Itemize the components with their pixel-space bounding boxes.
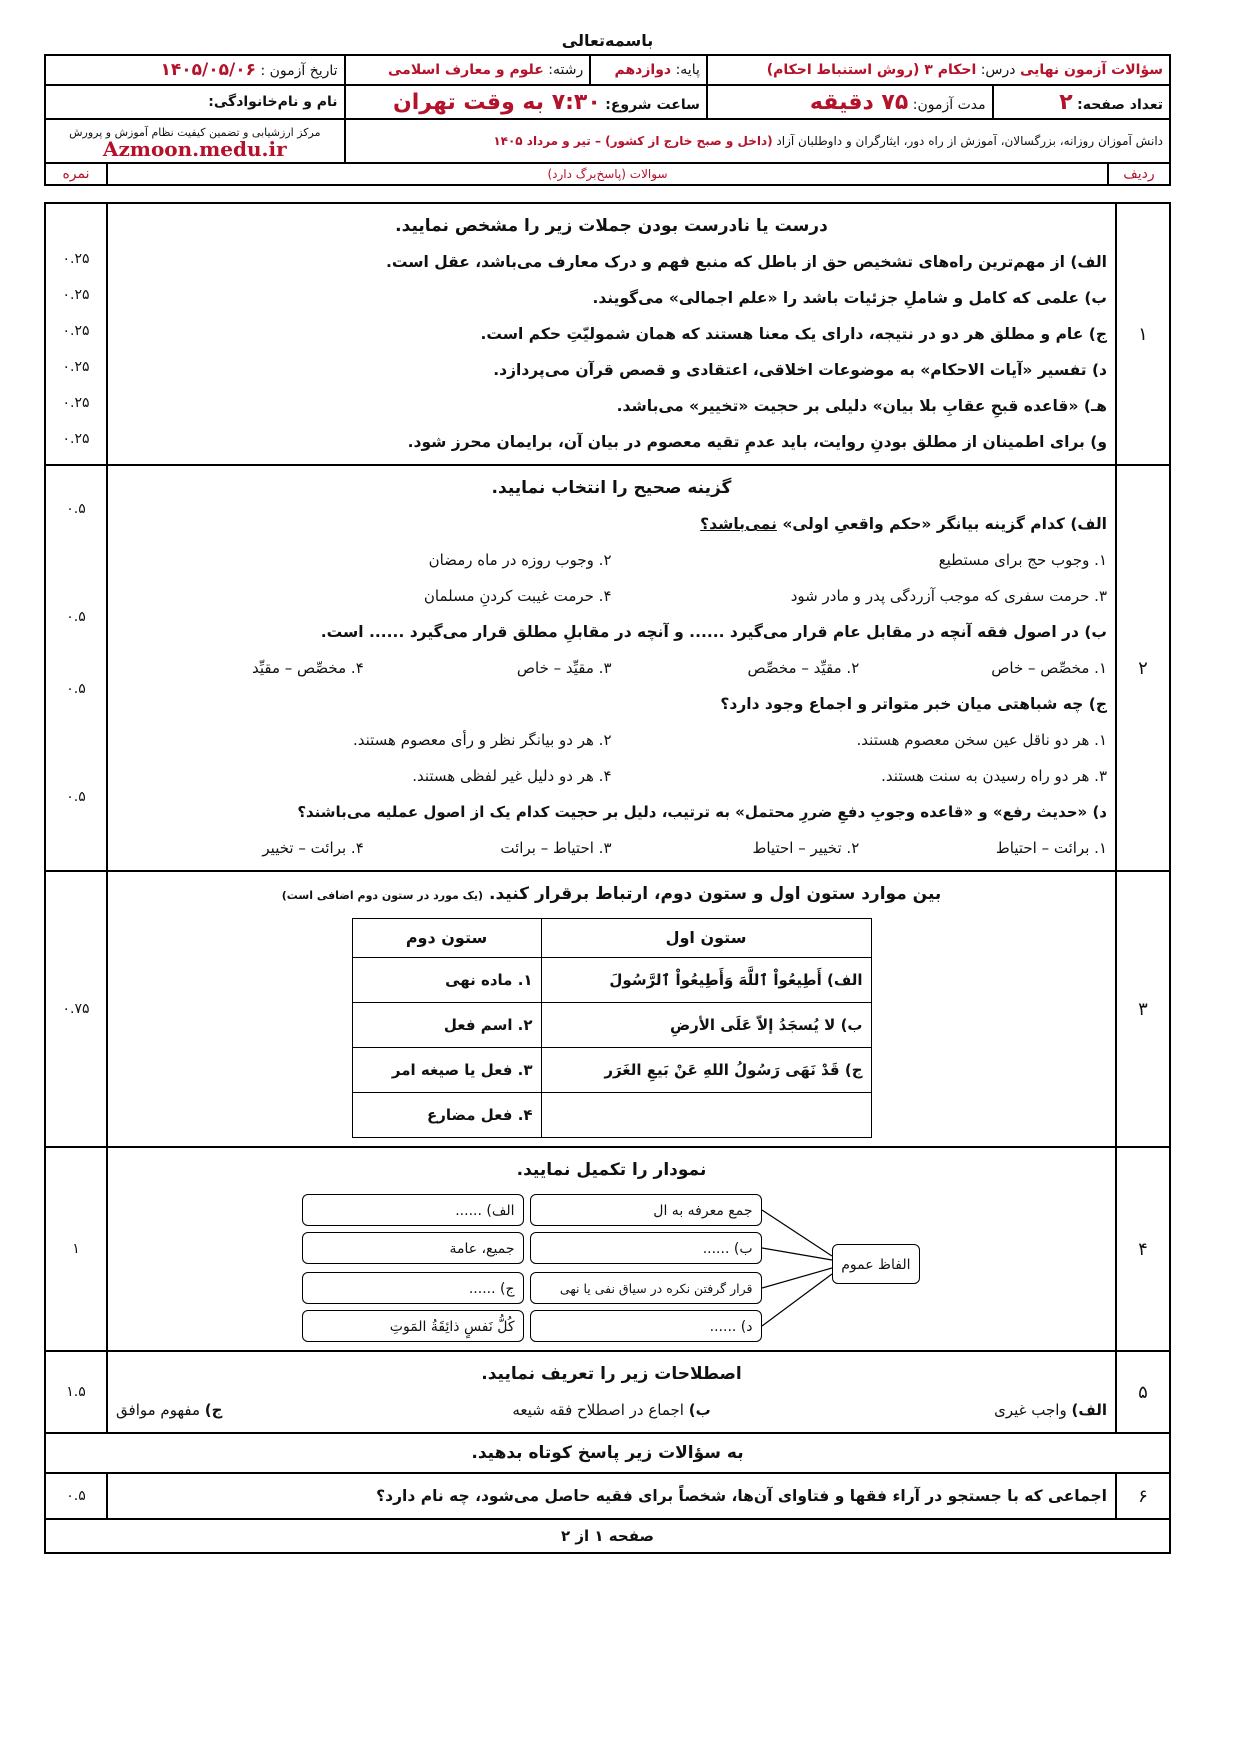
students-cell: دانش آموزان روزانه، بزرگسالان، آموزش از راه دور، ایثارگران و داوطلبان آزاد (داخل و صبح خارج از کشور) – تیر و مرداد ۱۴۰۵ bbox=[345, 119, 1170, 163]
center-cell: مرکز ارزشیابی و تضمین کیفیت نظام آموزش و پرورش Azmoon.medu.ir bbox=[45, 119, 345, 163]
diagram-mid-4: د) ...... bbox=[530, 1310, 762, 1342]
diagram-answer-b: جمیع، عامة bbox=[302, 1232, 524, 1264]
page-footer-row: صفحه ۱ از ۲ bbox=[45, 1519, 1170, 1553]
site-link[interactable]: Azmoon.medu.ir bbox=[102, 137, 287, 161]
duration-cell: مدت آزمون: ۷۵ دقیقه bbox=[707, 85, 993, 119]
name-cell: نام و نام‌خانوادگی: bbox=[45, 85, 345, 119]
q1-title: درست یا نادرست بودن جملات زیر را مشخص نمایید. bbox=[395, 216, 828, 236]
diagram-mid-1: جمع معرفه به ال bbox=[530, 1194, 762, 1226]
matching-table: ستون اول ستون دوم الف) أَطِيعُواْ ٱللَّهَ وَأَطِيعُواْ ٱلرَّسُولَ ۱. ماده نهی ب) لا يُسجَدُ إلاّ عَلَى الأرضِ ۲. اسم فعل ج) قَدْ نَهَى رَسُولُ اللهِ عَنْ بَيعِ الغَرَر ۳. فعل یا صیغه امر ۴. فعل مضارع bbox=[352, 918, 872, 1138]
pages-cell: تعداد صفحه: ۲ bbox=[993, 85, 1170, 119]
question-2: ۲ گزینه صحیح را انتخاب نمایید. الف) کدام گزینه بیانگر «حکم واقعیِ اولی» نمی‌باشد؟ ۱. وجوب حج برای مستطیع ۲. وجوب روزه در ماه رمضان ۳. حرمت سفری که موجب آزردگی پدر و مادر شود ۴. حرمت غیبت کردنِ مسلمان ب) در اصول فقه آنچه در مقابل عام قرار می‌گیرد ...... و آنچه در مقابلِ مطلق قرار می‌گیرد ...... است. ۱. مخصِّص – خاص ۲. مقیِّد – مخصِّص ۳. مقیِّد – خاص ۴. مخصِّص – مقیِّد ج) چه شباهتی میان خبر متواتر و اجماع وجود دارد؟ ۱. هر دو ناقل عین سخن معصوم هستند. ۲. هر دو بیانگر نظر و رأی معصوم هستند. ۳. هر دو راه رسیدن به سنت هستند. ۴. هر دو دلیل غیر لفظی هستند. د) «حدیث رفع» و «قاعده وجوبِ دفعِ ضررِ محتمل» به ترتیب، دلیل بر حجیت کدام یک از اصول عملیه می‌باشند؟ ۱. برائت – احتیاط ۲. تخییر – احتیاط ۳. احتیاط – برائت ۴. برائت – تخییر ۰.۵ ۰.۵ ۰.۵ ۰.۵ bbox=[45, 465, 1170, 871]
diagram-answer-d: كُلُّ نَفسٍ ذائِقَةُ المَوتِ bbox=[302, 1310, 524, 1342]
lesson-name: احکام ۳ (روش استنباط احکام) bbox=[766, 62, 977, 78]
diagram-mid-2: ب) ...... bbox=[530, 1232, 762, 1264]
question-6: ۶ اجماعی که با جستجو در آراء فقها و فتاوای آن‌ها، شخصاً برای فقیه حاصل می‌شود، چه نام دارد؟ ۰.۵ bbox=[45, 1473, 1170, 1519]
concept-diagram bbox=[302, 1192, 922, 1342]
diagram-answer-a: الف) ...... bbox=[302, 1194, 524, 1226]
field-cell: رشته: علوم و معارف اسلامی bbox=[345, 55, 591, 85]
exam-header bbox=[44, 54, 1171, 164]
besmeh: باسمه‌تعالی bbox=[561, 31, 654, 50]
question-5: ۵ اصطلاحات زیر را تعریف نمایید. الف) واجب غیری ب) اجماع در اصطلاح فقه شیعه ج) مفهوم موافق ۱.۵ bbox=[45, 1351, 1170, 1433]
grade-cell: پایه: دوازدهم bbox=[590, 55, 707, 85]
diagram-root: الفاظ عموم bbox=[832, 1244, 920, 1284]
exam-sheet bbox=[44, 28, 1171, 1554]
date-cell: تاریخ آزمون : ۱۴۰۵/۰۵/۰۶ bbox=[45, 55, 345, 85]
question-3: ۳ بین موارد ستون اول و ستون دوم، ارتباط برقرار کنید. (یک مورد در ستون دوم اضافی است) ستون اول ستون دوم الف) أَطِيعُواْ ٱللَّهَ وَأَطِيعُواْ ٱلرَّسُولَ ۱. ماده نهی ب) لا يُسجَدُ إلاّ عَلَى الأرضِ ۲. اسم فعل ج) قَدْ نَهَى رَسُولُ اللهِ عَنْ بَيعِ الغَرَر ۳. فعل یا صیغه امر ۴. فعل مضارع ۰.۷۵ bbox=[45, 871, 1170, 1147]
short-answer-title-row: به سؤالات زیر پاسخ کوتاه بدهید. bbox=[45, 1433, 1170, 1473]
questions-table bbox=[44, 202, 1171, 1554]
title-cell: سؤالات آزمون نهایی درس: احکام ۳ (روش استنباط احکام) bbox=[707, 55, 1170, 85]
question-4: ۴ نمودار را تکمیل نمایید. الف) ...... جمیع، عامة ج) ...... كُلُّ نَفسٍ ذائِقَةُ المَوتِ جمع معرفه به ال ب) ...... قرار گرفتن نکره در سیاق نفی یا نهی د) ...... الفاظ عموم ۱ bbox=[45, 1147, 1170, 1351]
question-1: ۱ درست یا نادرست بودن جملات زیر را مشخص نمایید. الف) از مهم‌ترین راه‌های تشخیص حق از باطل که منبع فهم و درک معارف می‌باشد، عقل است. ب) علمی که کامل و شاملِ جزئیات باشد را «علم اجمالی» می‌گویند. ج) عام و مطلق هر دو در نتیجه، دارای یک معنا هستند که همان شمولیّتِ حکم است. د) تفسیر «آیات الاحکام» به موضوعات اخلاقی، اعتقادی و قصص قرآن می‌پردازد. هـ) «قاعده قبحِ عقابِ بلا بیان» دلیلی بر حجیت «تخییر» می‌باشد. و) برای اطمینان از مطلق بودنِ روایت، باید عدمِ تقیه معصوم در بیان آن، برایمان محرز شود. ۰.۲۵ ۰.۲۵ ۰.۲۵ ۰.۲۵ ۰.۲۵ ۰.۲۵ bbox=[45, 203, 1170, 465]
diagram-mid-3: قرار گرفتن نکره در سیاق نفی یا نهی bbox=[530, 1272, 762, 1304]
diagram-answer-c: ج) ...... bbox=[302, 1272, 524, 1304]
start-cell: ساعت شروع: ۷:۳۰ به وقت تهران bbox=[345, 85, 707, 119]
column-header: ردیف سوالات (پاسخ‌برگ دارد) نمره bbox=[44, 162, 1171, 186]
